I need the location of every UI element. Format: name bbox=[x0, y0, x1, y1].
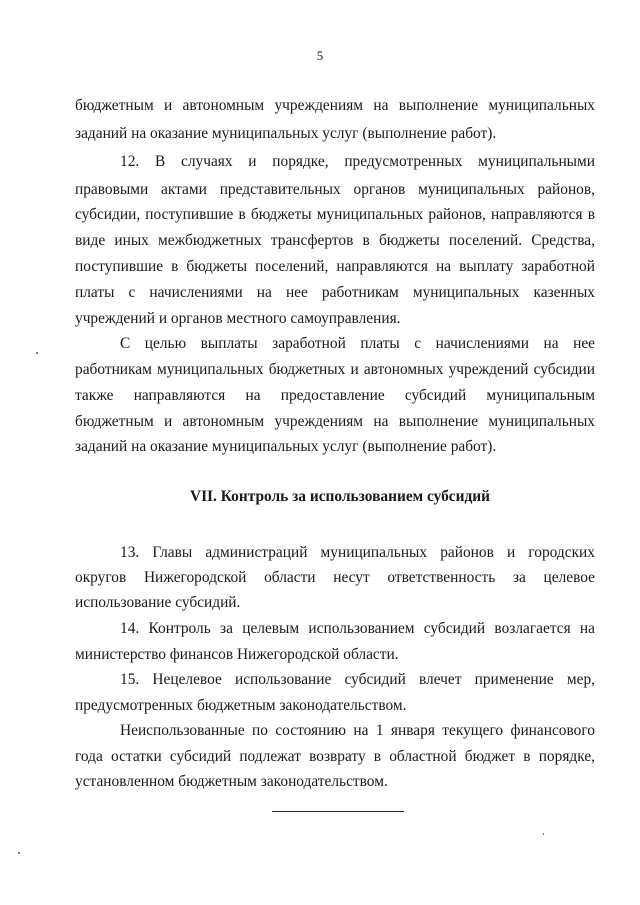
text-line: заданий на оказание муниципальных услуг (выполнение работ). bbox=[75, 438, 497, 455]
text-line: учреждений и органов местного самоуправления. bbox=[75, 310, 401, 327]
text-line: поступившие в бюджеты поселений, направляются на выплату заработной bbox=[75, 258, 595, 275]
paragraph-12-first-line: 12. В случаях и порядке, предусмотренных муниципальными bbox=[120, 153, 595, 170]
text-line: заданий на оказание муниципальных услуг (выполнение работ). bbox=[75, 125, 497, 142]
text-line: бюджетным и автономным учреждениям на выполнение муниципальных bbox=[75, 413, 595, 430]
text-line: субсидии, поступившие в бюджеты муниципальных районов, направляются в bbox=[75, 206, 595, 223]
paragraph-first-line: Неиспользованные по состоянию на 1 января текущего финансового bbox=[120, 722, 595, 739]
section-heading: VII. Контроль за использованием субсидий bbox=[189, 488, 491, 505]
scan-speck bbox=[543, 833, 544, 835]
text-line: года остатки субсидий подлежат возврату в областной бюджет в порядке, bbox=[75, 748, 595, 765]
text-line: правовыми актами представительных органов муниципальных районов, bbox=[75, 181, 595, 198]
text-line: платы с начислениями на нее работникам муниципальных казенных bbox=[75, 284, 595, 301]
paragraph-15-first-line: 15. Нецелевое использование субсидий влечет применение мер, bbox=[120, 671, 595, 688]
text-line: округов Нижегородской области несут ответственность за целевое bbox=[75, 569, 595, 586]
text-line: установленном бюджетным законодательством. bbox=[75, 773, 388, 790]
paragraph-first-line: С целью выплаты заработной платы с начислениями на нее bbox=[120, 335, 595, 352]
text-line: министерство финансов Нижегородской области. bbox=[75, 646, 399, 663]
paragraph-13-first-line: 13. Главы администраций муниципальных районов и городских bbox=[120, 544, 595, 561]
text-line: предусмотренных бюджетным законодательством. bbox=[75, 697, 407, 714]
text-line: бюджетным и автономным учреждениям на выполнение муниципальных bbox=[75, 97, 595, 114]
text-line: виде иных межбюджетных трансфертов в бюджеты поселений. Средства, bbox=[75, 232, 595, 249]
page-number: 5 bbox=[316, 48, 324, 63]
text-line: также направляются на предоставление субсидий муниципальным bbox=[75, 387, 595, 404]
text-line: работникам муниципальных бюджетных и автономных учреждений субсидии bbox=[75, 361, 595, 378]
closing-rule bbox=[272, 811, 404, 812]
scan-speck bbox=[36, 352, 38, 354]
scan-speck bbox=[18, 852, 20, 854]
text-line: использование субсидий. bbox=[75, 594, 241, 611]
paragraph-14-first-line: 14. Контроль за целевым использованием субсидий возлагается на bbox=[120, 620, 595, 637]
